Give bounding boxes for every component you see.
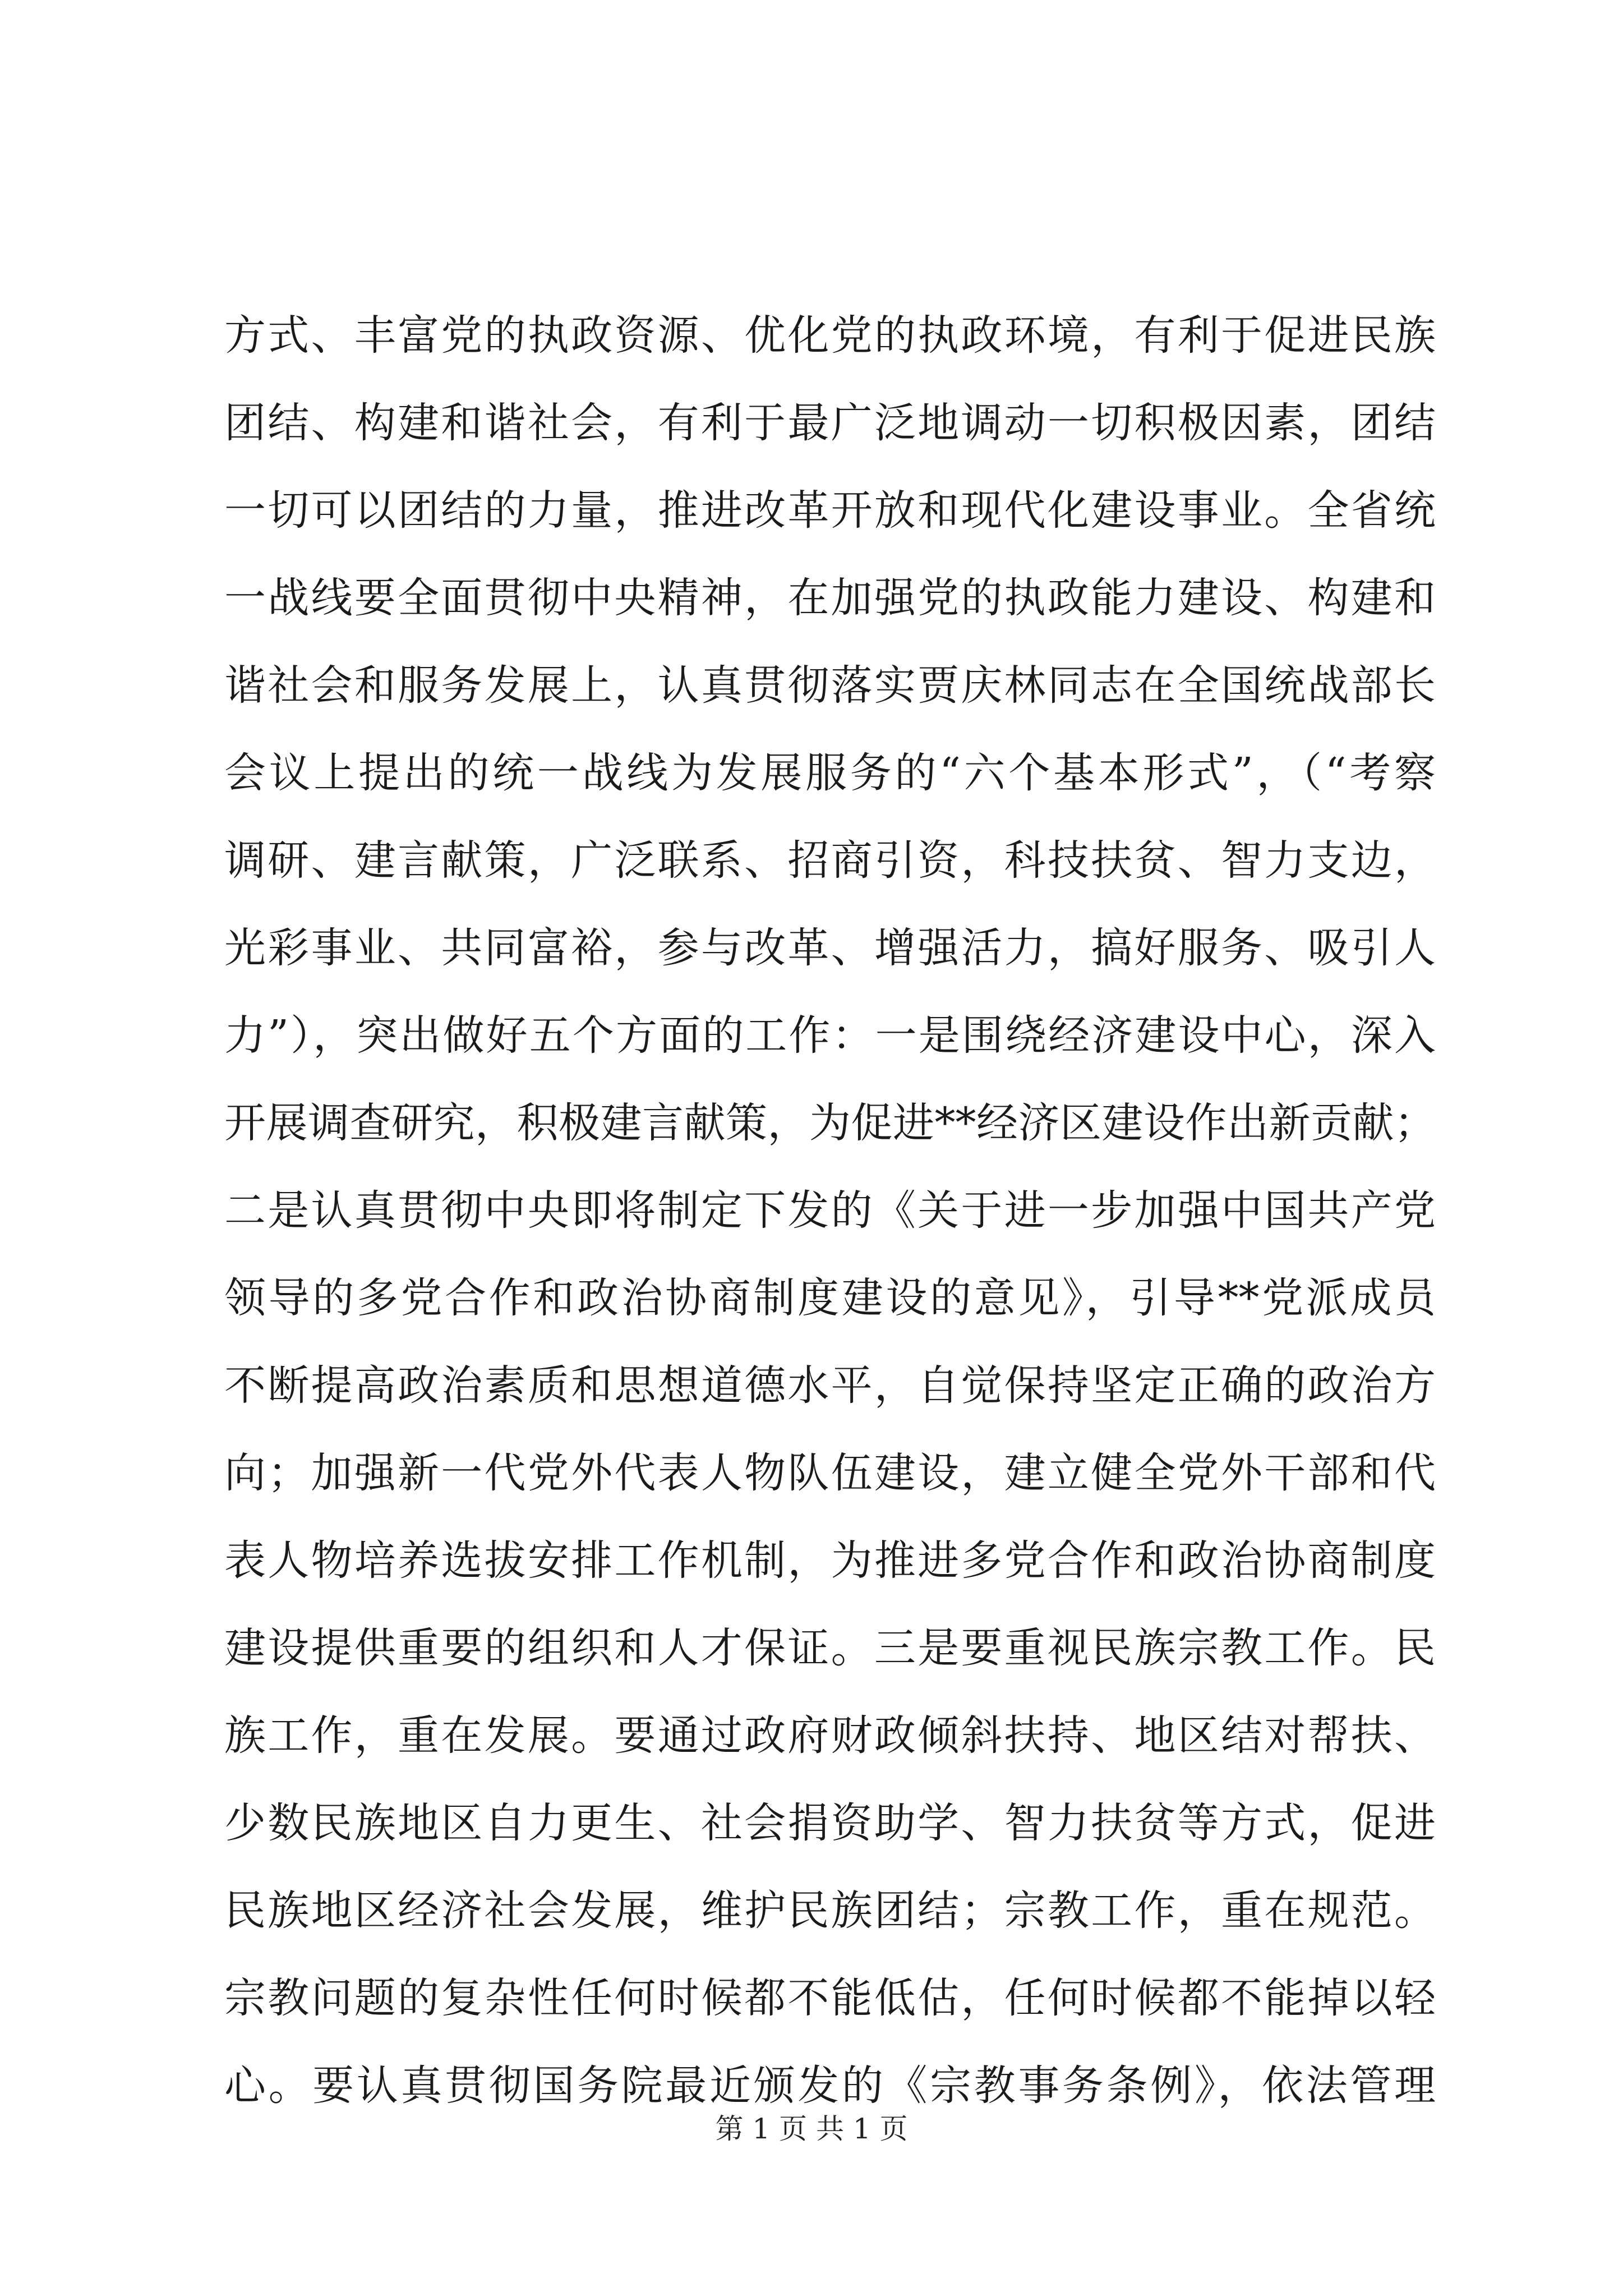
text-line: 开展调查研究，积极建言献策，为促进**经济区建设作出新贡献； — [224, 1099, 1436, 1147]
text-line: 心。要认真贯彻国务院最近颁发的《宗教事务条例》，依法管理 — [224, 2062, 1436, 2110]
text-line: 一战线要全面贯彻中央精神，在加强党的执政能力建设、构建和 — [224, 574, 1436, 622]
text-line: 会议上提出的统一战线为发展服务的“六个基本形式”，（“考察 — [224, 749, 1436, 797]
text-line: 表人物培养选拔安排工作机制，为推进多党合作和政治协商制度 — [224, 1536, 1436, 1585]
text-line: 谐社会和服务发展上，认真贯彻落实贾庆林同志在全国统战部长 — [224, 661, 1436, 710]
text-line: 不断提高政治素质和思想道德水平，自觉保持坚定正确的政治方 — [224, 1361, 1436, 1410]
body-text — [224, 292, 1436, 2129]
text-line: 方式、丰富党的执政资源、优化党的执政环境，有利于促进民族 — [224, 311, 1436, 360]
text-line: 力”），突出做好五个方面的工作：一是围绕经济建设中心，深入 — [224, 1011, 1436, 1060]
text-line: 民族地区经济社会发展，维护民族团结；宗教工作，重在规范。 — [224, 1887, 1436, 1935]
text-line: 调研、建言献策，广泛联系、招商引资，科技扶贫、智力支边， — [224, 836, 1436, 885]
text-line: 宗教问题的复杂性任何时候都不能低估，任何时候都不能掉以轻 — [224, 1974, 1436, 2022]
text-line: 少数民族地区自力更生、社会捐资助学、智力扶贫等方式，促进 — [224, 1799, 1436, 1847]
text-line: 向；加强新一代党外代表人物队伍建设，建立健全党外干部和代 — [224, 1449, 1436, 1497]
text-line: 团结、构建和谐社会，有利于最广泛地调动一切积极因素，团结 — [224, 399, 1436, 447]
text-line: 二是认真贯彻中央即将制定下发的《关于进一步加强中国共产党 — [224, 1186, 1436, 1235]
text-line: 领导的多党合作和政治协商制度建设的意见》，引导**党派成员 — [224, 1274, 1436, 1322]
page-footer: 第 1 页 共 1 页 — [715, 2113, 908, 2145]
text-line: 族工作，重在发展。要通过政府财政倾斜扶持、地区结对帮扶、 — [224, 1711, 1436, 1760]
text-line: 光彩事业、共同富裕，参与改革、增强活力，搞好服务、吸引人 — [224, 924, 1436, 972]
text-line: 建设提供重要的组织和人才保证。三是要重视民族宗教工作。民 — [224, 1624, 1436, 1672]
text-line: 一切可以团结的力量，推进改革开放和现代化建设事业。全省统 — [224, 486, 1436, 535]
